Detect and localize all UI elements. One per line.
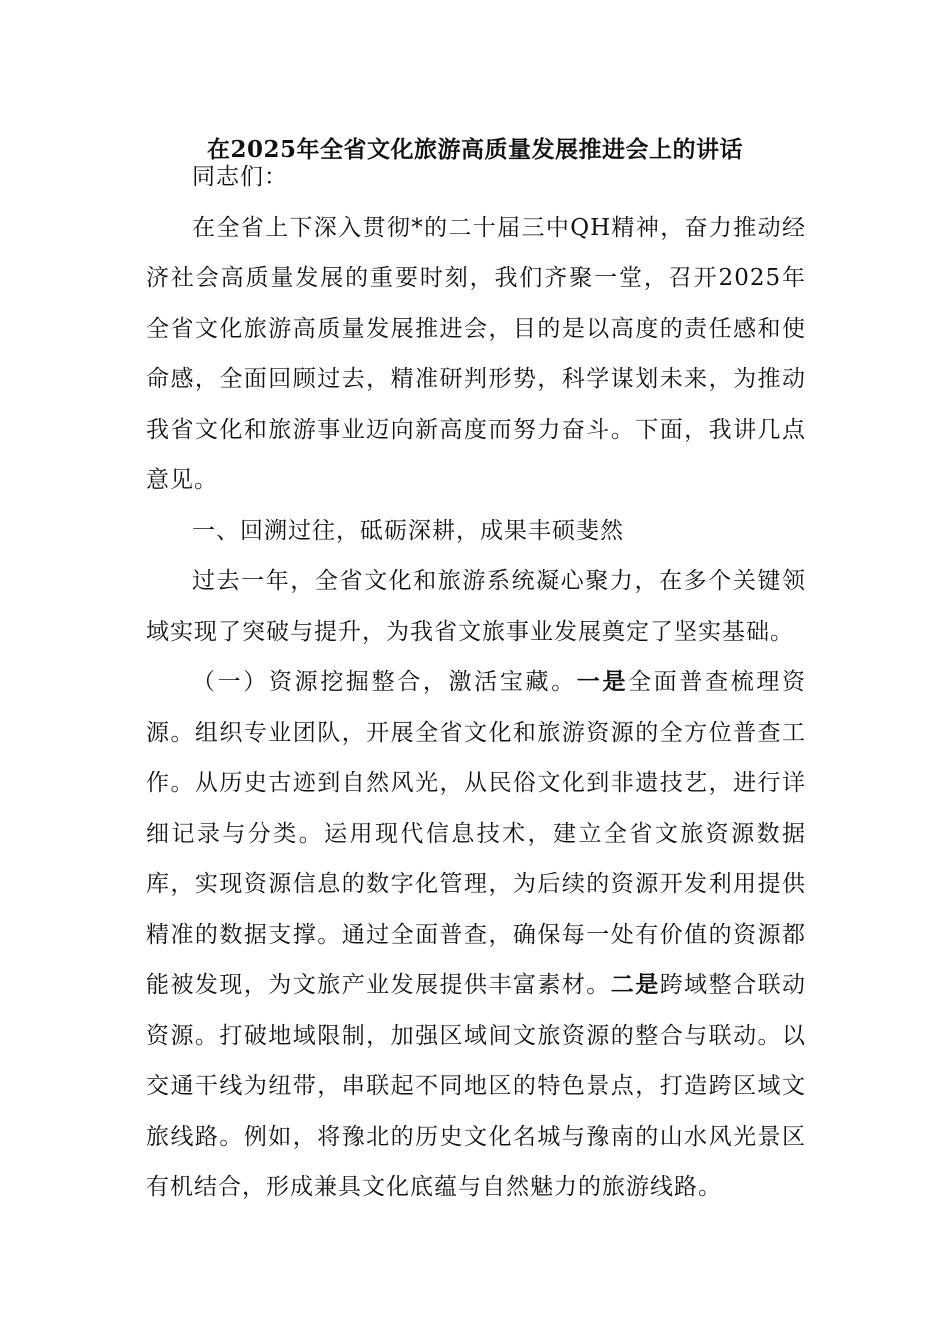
intro-paragraph: 在全省上下深入贯彻*的二十届三中QH精神，奋力推动经济社会高质量发展的重要时刻，我们齐聚一堂，召开2025年全省文化旅游高质量发展推进会，目的是以高度的责任感和使命感，全面回顾过去，精准研判形势，科学谋划未来，为推动我省文化和旅游事业迈向新高度而努力奋斗。下面，我讲几点意见。 [146,214,806,493]
subsection-1-heading: （一）资源挖掘整合，激活宝藏。 [192,669,577,695]
point-2-text: 跨域整合联动资源。打破地域限制，加强区域间文旅资源的整合与联动。以交通干线为纽带，串联起不同地区的特色景点，打造跨区域文旅线路。例如，将豫北的历史文化名城与豫南的山水风光景区有机结合，形成兼具文化底蕴与自然魅力的旅游线路。 [146,972,807,1200]
point-1-text: 全面普查梳理资源。组织专业团队，开展全省文化和旅游资源的全方位普查工作。从历史古迹到自然风光，从民俗文化到非遗技艺，进行详细记录与分类。运用现代信息技术，建立全省文旅资源数据库，实现资源信息的数字化管理，为后续的资源开发利用提供精准的数据支撑。通过全面普查，确保每一处有价值的资源都能被发现，为文旅产业发展提供丰富素材。 [146,669,807,998]
subsection-1-paragraph [146,657,806,1213]
salutation: 同志们： [192,164,288,190]
section-1-paragraph: 过去一年，全省文化和旅游系统凝心聚力，在多个关键领域实现了突破与提升，为我省文旅事业发展奠定了坚实基础。 [146,568,806,645]
document-title: 在2025年全省文化旅游高质量发展推进会上的讲话 [206,136,743,163]
point-2-label: 二是 [610,971,660,998]
document-body [146,152,806,1213]
section-1-heading: 一、回溯过往，砥砺深耕，成果丰硕斐然 [192,517,624,544]
point-1-label: 一是 [576,668,629,695]
